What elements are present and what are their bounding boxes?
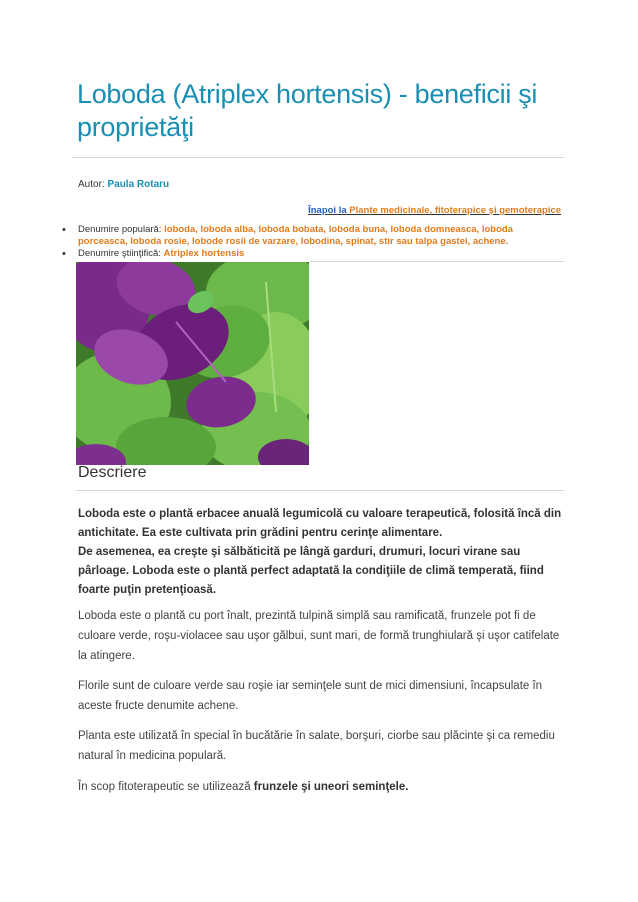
popular-name-label: Denumire populară: <box>78 224 162 235</box>
back-link-target[interactable]: Plante medicinale, fitoterapice şi gemoterapice <box>349 205 561 216</box>
therapeutic-bold: frunzele şi uneori seminţele. <box>253 781 409 793</box>
list-divider <box>310 261 564 262</box>
names-list <box>62 224 562 260</box>
list-item <box>62 224 562 248</box>
leaves-illustration <box>76 262 309 465</box>
popular-name-value: loboda, loboda alba, loboda bobata, loboda buna, loboda domneasca, loboda porceasca, loboda rosie, lobode rosii de varzare, lobodina, spinat, stir sau talpa gastei, achene. <box>78 224 513 247</box>
bullet-icon: • <box>62 248 66 260</box>
back-link[interactable] <box>308 205 561 216</box>
paragraph-flowers: Florile sunt de culoare verde sau roşie iar seminţele sunt de mici dimensiuni, încapsulate în aceste fructe denumite achene. <box>78 680 543 712</box>
scientific-name-value: Atriplex hortensis <box>163 248 245 259</box>
therapeutic-text: În scop fitoterapeutic se utilizează <box>78 781 254 793</box>
author-name[interactable]: Paula Rotaru <box>107 179 170 190</box>
paragraph-description: Loboda este o plantă cu port înalt, prezintă tulpină simplă sau ramificată, frunzele pot fi de culoare verde, roşu-violacee sau uşor gălbui, sunt mari, de formă trunghiulară şi uşor catifelate la atingere. <box>78 610 560 662</box>
intro-text-2: De asemenea, ea creşte şi sălbăticită pe lângă garduri, drumuri, locuri virane sau pârloage. Loboda este o plantă perfect adaptată la condiţiile de climă temperată, fiind foarte puţin pretenţioasă. <box>78 546 544 596</box>
scientific-name-label: Denumire ştiinţifică: <box>78 248 161 259</box>
intro-paragraph <box>78 505 568 600</box>
section-divider <box>76 490 564 491</box>
title-divider <box>72 157 564 158</box>
author-line <box>78 179 169 190</box>
author-label: Autor: <box>78 179 105 190</box>
back-link-prefix[interactable]: Înapoi la <box>308 205 347 216</box>
intro-text-1: Loboda este o plantă erbacee anuală legumicolă cu valoare terapeutică, folosită încă din antichitate. Ea este cultivata prin grădini pentru cerinţe alimentare. <box>78 508 562 539</box>
article-title: Loboda (Atriplex hortensis) - beneficii şi proprietăţi <box>77 79 538 142</box>
leaves-photo <box>76 262 309 465</box>
section-title: Descriere <box>78 464 147 481</box>
paragraph-therapeutic <box>78 777 568 797</box>
list-item <box>62 248 562 260</box>
bullet-icon: • <box>62 224 66 236</box>
paragraph-uses: Planta este utilizată în special în bucătărie în salate, borşuri, ciorbe sau plăcinte şi ca remediu natural în medicina populară. <box>78 730 555 762</box>
